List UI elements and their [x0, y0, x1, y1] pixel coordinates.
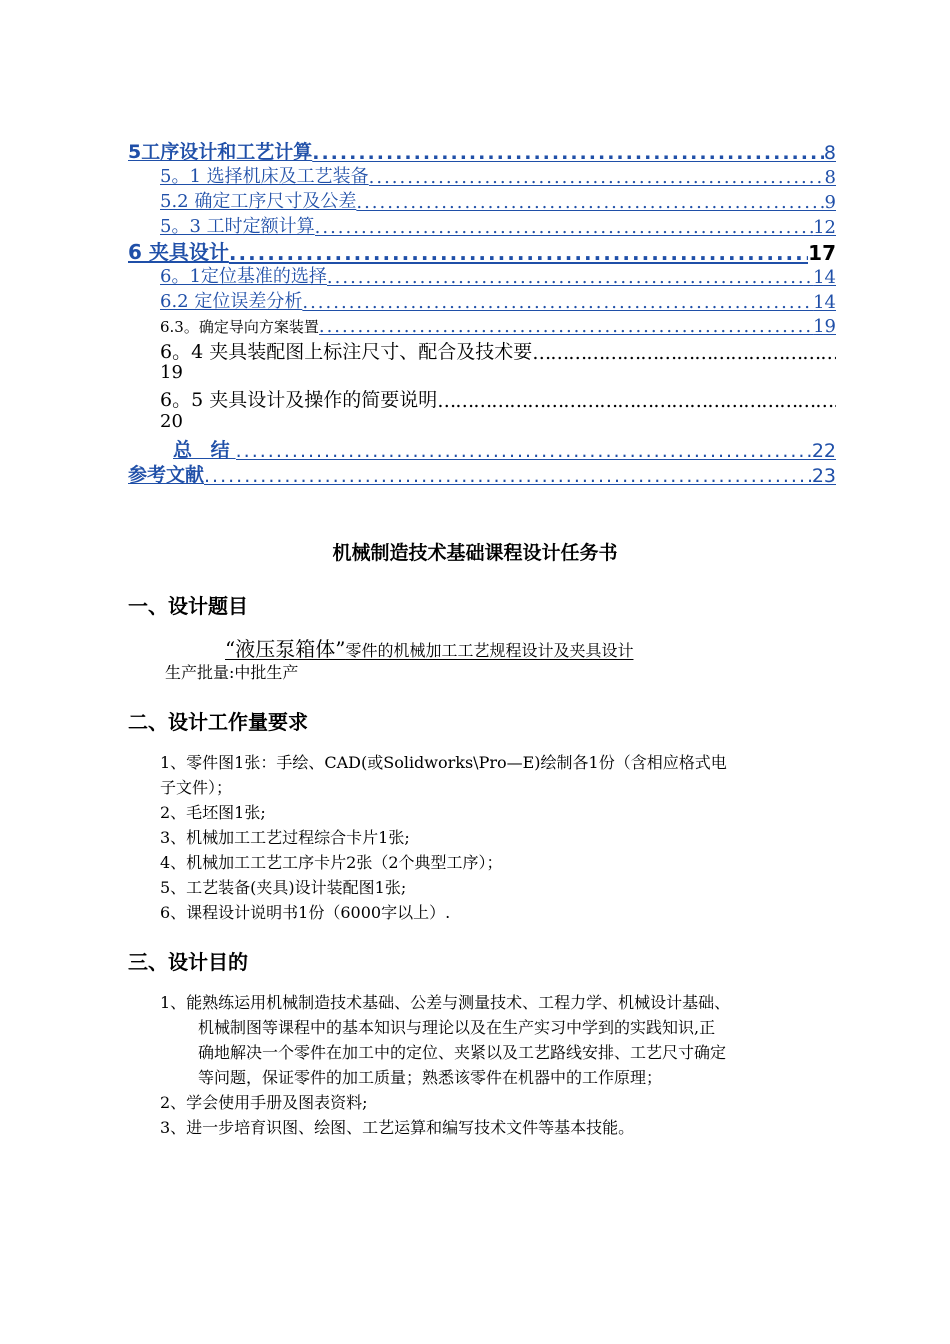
task-title: 机械制造技术基础课程设计任务书	[332, 542, 618, 564]
section-heading: 二、设计工作量要求	[128, 710, 308, 734]
list-item: 3、机械加工工艺过程综合卡片1张;	[160, 828, 410, 847]
toc-page[interactable]: 8	[823, 142, 836, 164]
toc-leader	[236, 440, 812, 462]
list-item: 3、进一步培育识图、绘图、工艺运算和编写技术文件等基本技能。	[160, 1118, 635, 1137]
toc-label[interactable]: 6.3。确定导向方案装置	[160, 318, 319, 336]
toc-page[interactable]: 20	[160, 411, 183, 432]
toc-label[interactable]: 6。4 夹具装配图上标注尺寸、配合及技术要	[160, 341, 533, 363]
toc-label[interactable]: 5。1 选择机床及工艺装备	[160, 166, 369, 187]
list-item: 5、工艺装备(夹具)设计装配图1张;	[160, 878, 407, 897]
toc-label[interactable]: 5.2 确定工序尺寸及公差	[160, 191, 357, 212]
toc-label[interactable]: 6。1定位基准的选择	[160, 266, 327, 287]
toc-entry[interactable]	[160, 162, 836, 188]
toc-page[interactable]: 19	[160, 362, 183, 383]
section-heading: 一、设计题目	[128, 594, 248, 618]
toc-page[interactable]: 14	[813, 267, 836, 288]
toc-page[interactable]: 14	[813, 292, 836, 313]
toc-entry[interactable]	[160, 386, 836, 412]
list-item: 2、学会使用手册及图表资料;	[160, 1093, 368, 1112]
list-item: 1、零件图1张：手绘、CAD(或Solidworks\Pro—E)绘制各1份（含相应格式电	[160, 753, 727, 772]
list-item: 机械制图等课程中的基本知识与理论以及在生产实习中学到的实践知识,正	[198, 1018, 716, 1037]
toc-leader	[302, 292, 813, 313]
toc-label[interactable]: 5。3 工时定额计算	[160, 216, 315, 237]
toc-label[interactable]: 6。5 夹具设计及操作的简要说明	[160, 389, 438, 411]
list-item: 1、能熟练运用机械制造技术基础、公差与测量技术、工程力学、机械设计基础、	[160, 993, 731, 1012]
list-item: 6、课程设计说明书1份（6000字以上）.	[160, 903, 451, 922]
toc-entry[interactable]	[128, 461, 836, 487]
toc-label[interactable]: 参考文献	[128, 464, 205, 486]
list-item: 2、毛坯图1张;	[160, 803, 266, 822]
toc-entry[interactable]	[160, 187, 836, 213]
list-item: 确地解决一个零件在加工中的定位、夹紧以及工艺路线安排、工艺尺寸确定	[198, 1043, 727, 1062]
toc-entry[interactable]	[173, 436, 836, 462]
topic-rest: 零件的机械加工工艺规程设计及夹具设计	[345, 641, 634, 660]
toc-leader	[356, 192, 824, 213]
section-heading: 三、设计目的	[128, 950, 248, 974]
list-item: 4、机械加工工艺工序卡片2张（2个典型工序）；	[160, 853, 503, 872]
workload-list	[160, 751, 850, 926]
toc-leader	[532, 342, 836, 364]
toc-leader	[204, 465, 812, 487]
toc-page[interactable]: 22	[811, 440, 836, 462]
production-batch: 生产批量:中批生产	[165, 663, 299, 682]
toc-entry[interactable]	[128, 138, 836, 164]
toc-entry[interactable]	[160, 338, 836, 364]
toc-leader	[312, 142, 824, 164]
toc-page[interactable]: 12	[813, 217, 836, 238]
toc-page[interactable]: 8	[824, 167, 836, 188]
toc-leader	[327, 267, 813, 288]
toc-page[interactable]: 19	[813, 316, 836, 337]
toc-label[interactable]: 6.2 定位误差分析	[160, 291, 303, 312]
toc-page[interactable]: 17	[808, 241, 836, 265]
toc-label[interactable]: 6 夹具设计	[128, 240, 229, 264]
design-topic	[225, 633, 633, 662]
toc-entry[interactable]	[160, 262, 836, 288]
toc-entry[interactable]	[160, 287, 836, 313]
toc-leader	[437, 390, 836, 412]
toc-entry[interactable]	[160, 212, 836, 238]
toc-leader	[315, 217, 813, 238]
toc-page[interactable]: 23	[811, 465, 836, 487]
toc-leader	[369, 167, 825, 188]
toc-entry[interactable]	[128, 237, 836, 265]
list-item: 等问题，保证零件的加工质量；熟悉该零件在机器中的工作原理；	[198, 1068, 663, 1087]
topic-quote: “液压泵箱体”	[225, 637, 346, 661]
toc-label[interactable]: 5工序设计和工艺计算	[128, 141, 313, 163]
toc-leader	[319, 316, 813, 337]
toc-label[interactable]: 总 结	[173, 439, 236, 461]
purpose-list	[160, 991, 860, 1141]
list-item: 子文件）；	[160, 778, 233, 797]
toc-page[interactable]: 9	[824, 192, 836, 213]
toc-entry[interactable]	[160, 313, 836, 337]
